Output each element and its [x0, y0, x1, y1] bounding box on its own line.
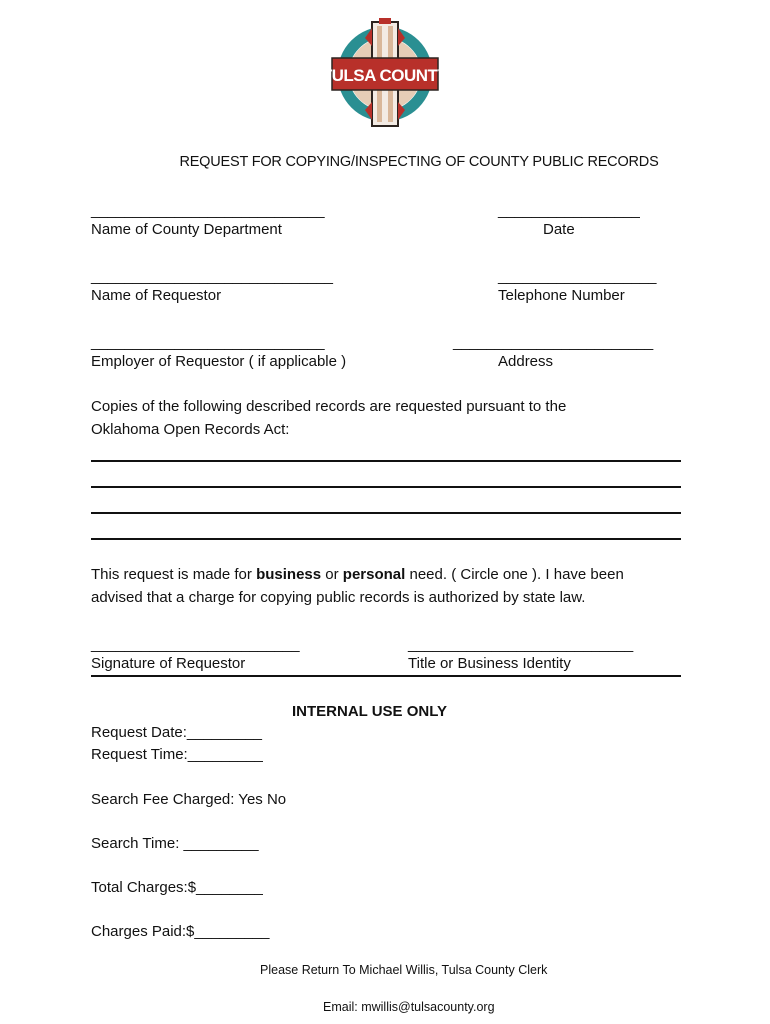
date-label: Date [543, 221, 575, 238]
records-line[interactable] [91, 538, 681, 540]
purpose-suffix: need. ( Circle one ). I have been [405, 566, 624, 583]
total-charges-field[interactable]: Total Charges:$________ [91, 879, 263, 896]
search-fee-field[interactable]: Search Fee Charged: Yes No [91, 791, 287, 808]
requestor-label: Name of Requestor [91, 287, 222, 304]
purpose-line2: advised that a charge for copying public records is authorized by state law. [91, 589, 586, 606]
records-line[interactable] [91, 512, 681, 514]
tulsa-county-logo [321, 18, 449, 130]
records-line[interactable] [91, 460, 681, 462]
address-label: Address [498, 353, 554, 370]
requestor-line[interactable]: _____________________________ [91, 268, 333, 285]
title-identity-label: Title or Business Identity [408, 655, 571, 672]
employer-label: Employer of Requestor ( if applicable ) [91, 353, 347, 370]
logo-text: TULSA COUNTY [321, 66, 449, 85]
date-line[interactable]: _________________ [498, 202, 640, 219]
records-intro-line2: Oklahoma Open Records Act: [91, 421, 290, 438]
section-divider [91, 675, 681, 677]
department-label: Name of County Department [91, 221, 282, 238]
email-text: Email: mwillis@tulsacounty.org [323, 1000, 495, 1014]
telephone-label: Telephone Number [498, 287, 625, 304]
signature-line[interactable]: _________________________ [91, 636, 300, 653]
search-time-field[interactable]: Search Time: _________ [91, 835, 259, 852]
logo-emblem [321, 18, 449, 130]
purpose-line1 [91, 566, 624, 584]
personal-option[interactable]: personal [342, 566, 406, 583]
address-line[interactable]: ________________________ [453, 334, 654, 351]
internal-use-heading: INTERNAL USE ONLY [292, 703, 448, 720]
business-option[interactable]: business [256, 566, 322, 583]
logo-accent [379, 18, 391, 24]
purpose-prefix: This request is made for [91, 566, 257, 583]
department-line[interactable]: ____________________________ [91, 202, 325, 219]
employer-line[interactable]: ____________________________ [91, 334, 325, 351]
request-date-field[interactable]: Request Date:_________ [91, 724, 262, 741]
purpose-or: or [321, 566, 343, 583]
charges-paid-field[interactable]: Charges Paid:$_________ [91, 923, 270, 940]
records-intro-line1: Copies of the following described records are requested pursuant to the [91, 398, 567, 415]
title-identity-line[interactable]: ___________________________ [408, 636, 634, 653]
signature-label: Signature of Requestor [91, 655, 246, 672]
page-title: REQUEST FOR COPYING/INSPECTING OF COUNTY PUBLIC RECORDS [179, 154, 659, 170]
request-time-field[interactable]: Request Time:_________ [91, 746, 263, 763]
return-to-text: Please Return To Michael Willis, Tulsa County Clerk [260, 963, 548, 977]
records-line[interactable] [91, 486, 681, 488]
telephone-line[interactable]: ___________________ [498, 268, 657, 285]
